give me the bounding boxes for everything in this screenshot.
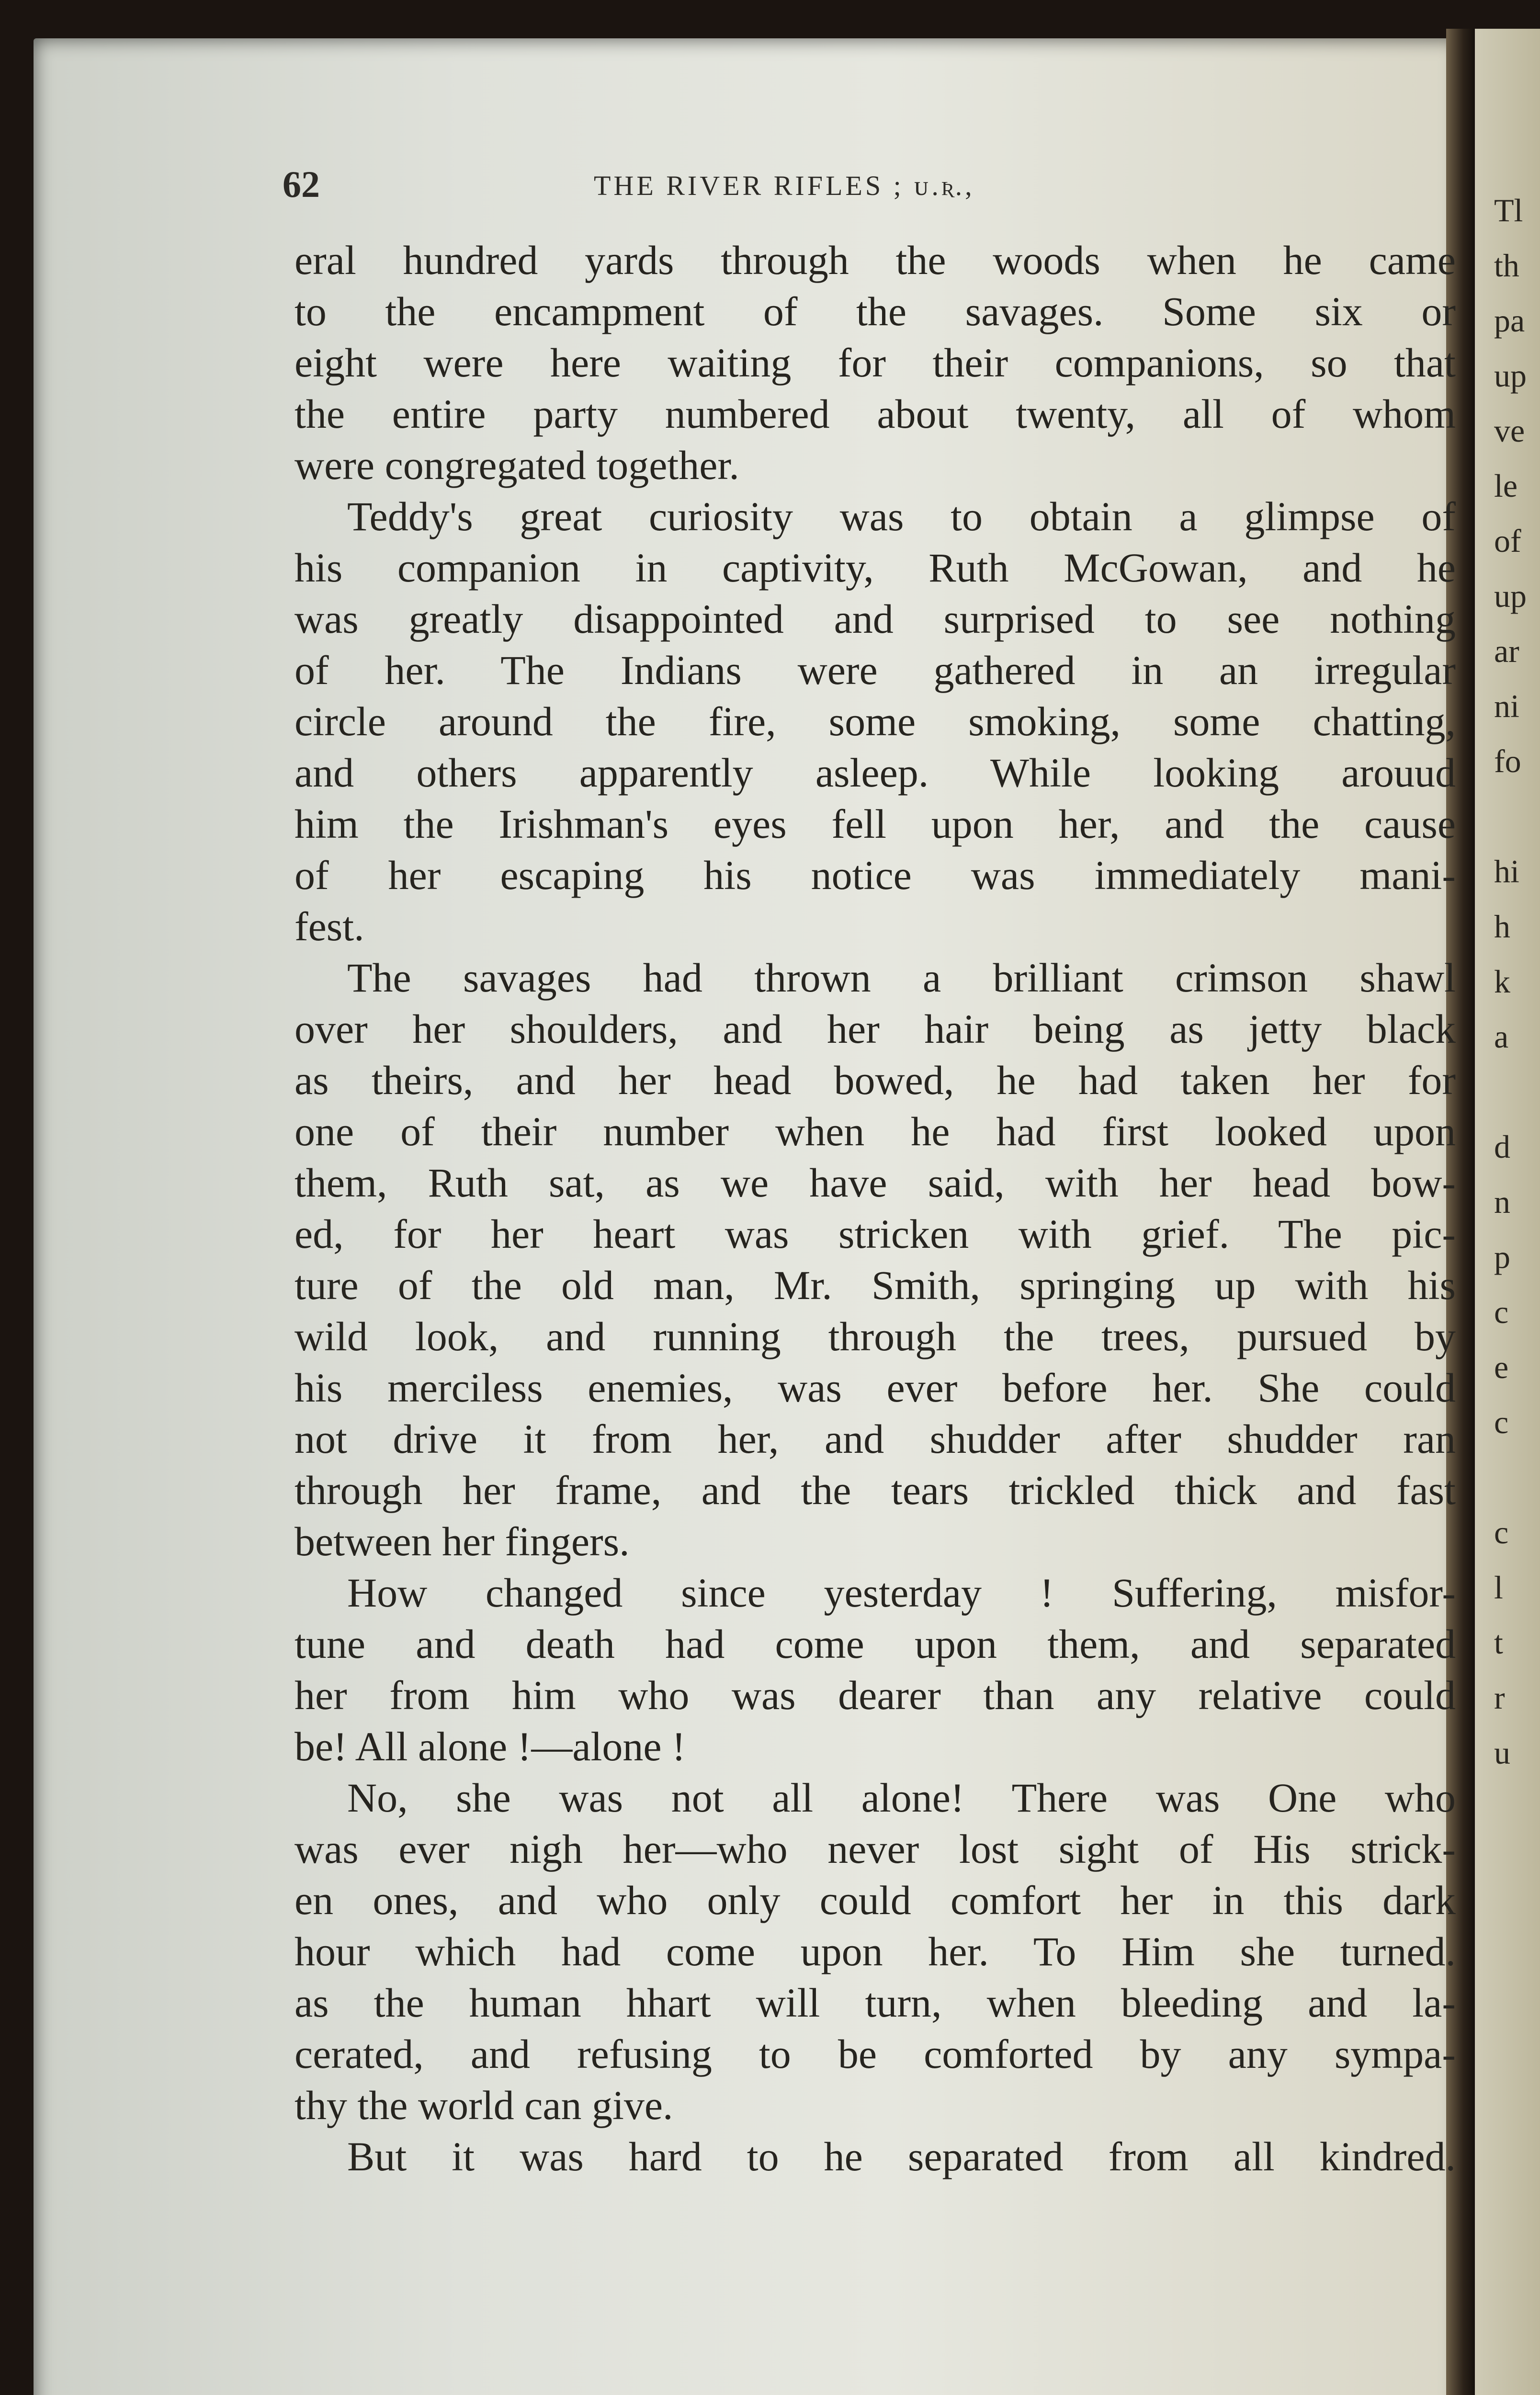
text-line: ed, for her heart was stricken with grief. The pic- [294, 1211, 1456, 1257]
facing-page-fragment: c [1494, 1514, 1509, 1551]
text-line: and others apparently asleep. While looking arouud [294, 750, 1456, 796]
text-line: eight were here waiting for their companions, so that [294, 340, 1456, 386]
text-line: them, Ruth sat, as we have said, with her head bow- [294, 1160, 1456, 1206]
text-line: was ever nigh her—who never lost sight of His strick- [294, 1826, 1456, 1872]
text-line: ture of the old man, Mr. Smith, springing up with his [294, 1262, 1456, 1308]
text-line: her from him who was dearer than any relative could [294, 1672, 1456, 1718]
facing-page-fragment: a [1494, 1018, 1509, 1055]
facing-page-fragment: d [1494, 1129, 1510, 1165]
text-line: No, she was not all alone! There was One who [347, 1775, 1456, 1821]
text-line: his companion in captivity, Ruth McGowan, and he [294, 545, 1456, 591]
text-line: tune and death had come upon them, and separated [294, 1621, 1456, 1667]
text-line: eral hundred yards through the woods when he came [294, 237, 1456, 283]
facing-page-fragment: pa [1494, 302, 1525, 339]
text-line: thy the world can give. [294, 2082, 673, 2128]
text-line: as the human hhart will turn, when bleeding and la- [294, 1980, 1456, 2026]
facing-page-fragment: l [1494, 1569, 1503, 1606]
text-line: were congregated together. [294, 442, 739, 488]
text-line: circle around the fire, some smoking, some chatting, [294, 698, 1456, 744]
text-line: the entire party numbered about twenty, all of whom [294, 391, 1456, 437]
text-line: one of their number when he had first looked upon [294, 1108, 1456, 1154]
facing-page-fragment: ve [1494, 412, 1525, 449]
text-line: fest. [294, 903, 364, 949]
facing-page-fragment: fo [1494, 743, 1521, 779]
facing-page-fragment: Tl [1494, 192, 1523, 228]
facing-page-fragment: th [1494, 247, 1519, 284]
text-line: over her shoulders, and her hair being as jetty black [294, 1006, 1456, 1052]
text-line: be! All alone !—alone ! [294, 1723, 686, 1769]
text-line: between her fingers. [294, 1518, 630, 1564]
text-line: hour which had come upon her. To Him she turned. [294, 1928, 1456, 1974]
facing-page-fragment: e [1494, 1349, 1509, 1385]
facing-page-fragment: n [1494, 1184, 1510, 1220]
text-line: Teddy's great curiosity was to obtain a glimpse of [347, 493, 1456, 539]
facing-page-fragment: up [1494, 357, 1527, 394]
text-line: en ones, and who only could comfort her in this dark [294, 1877, 1456, 1923]
page-number: 62 [283, 163, 320, 205]
facing-page-fragment: k [1494, 963, 1510, 1000]
running-title: THE RIVER RIFLES ; ᴜ.ʀ., [594, 170, 975, 201]
text-line: him the Irishman's eyes fell upon her, and the cause [294, 801, 1456, 847]
facing-page-fragment: h [1494, 908, 1510, 945]
text-line: of her escaping his notice was immediately mani- [294, 852, 1456, 898]
text-line: not drive it from her, and shudder after shudder ran [294, 1416, 1456, 1462]
page-header [283, 163, 1451, 216]
facing-page-fragment: hi [1494, 853, 1519, 890]
text-line: How changed since yesterday ! Suffering, misfor- [347, 1570, 1456, 1616]
text-line: of her. The Indians were gathered in an irregular [294, 647, 1456, 693]
facing-page-fragment: of [1494, 523, 1521, 559]
facing-page-fragment: c [1494, 1294, 1509, 1330]
text-line: But it was hard to he separated from all kindred. [347, 2133, 1456, 2179]
facing-page-fragment: le [1494, 468, 1518, 504]
text-line: was greatly disappointed and surprised to see nothing [294, 596, 1456, 642]
body-text [294, 235, 1456, 2182]
text-line: wild look, and running through the trees, pursued by [294, 1313, 1456, 1359]
text-line: his merciless enemies, was ever before her. She could [294, 1365, 1456, 1411]
facing-page-fragment: u [1494, 1734, 1510, 1771]
text-line: through her frame, and the tears trickled thick and fast [294, 1467, 1456, 1513]
text-line: The savages had thrown a brilliant crimson shawl [347, 955, 1456, 1001]
facing-page-fragment: ni [1494, 688, 1519, 724]
facing-page-fragment: ar [1494, 633, 1519, 669]
facing-page-fragment: t [1494, 1624, 1503, 1661]
facing-page-edge [1475, 29, 1540, 2395]
text-line: to the encampment of the savages. Some six or [294, 288, 1456, 334]
facing-page-fragment: r [1494, 1679, 1505, 1716]
facing-page-fragment: c [1494, 1404, 1509, 1440]
text-line: as theirs, and her head bowed, he had taken her for [294, 1057, 1456, 1103]
facing-page-fragment: up [1494, 578, 1527, 614]
text-line: cerated, and refusing to be comforted by any sympa- [294, 2031, 1456, 2077]
facing-page-fragment: p [1494, 1239, 1510, 1275]
